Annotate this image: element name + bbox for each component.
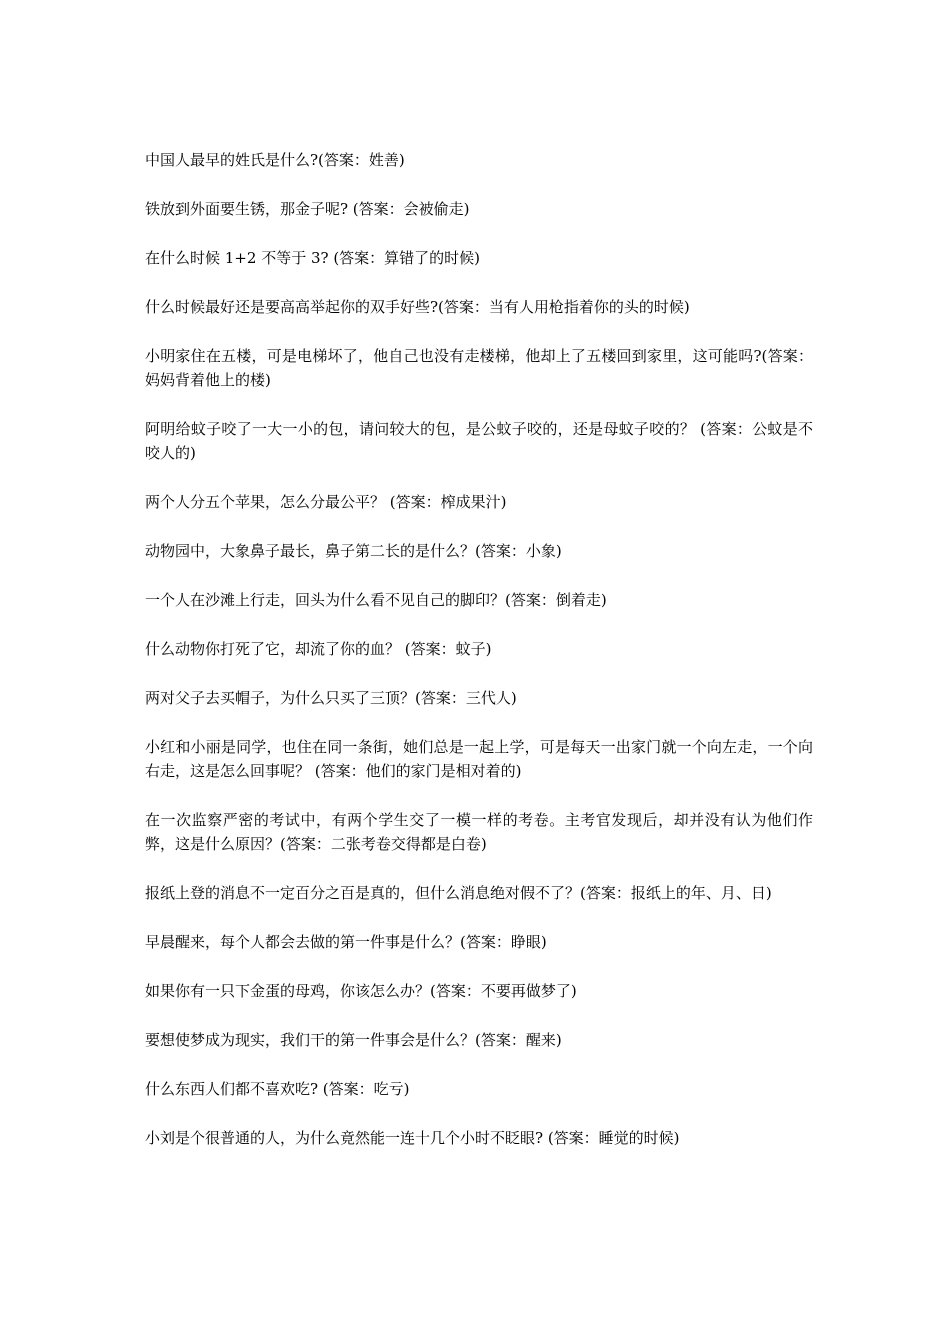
riddle-paragraph: 阿明给蚊子咬了一大一小的包，请问较大的包，是公蚊子咬的，还是母蚊子咬的？ (答案：公蚊是不咬人的) xyxy=(145,420,813,462)
riddle-paragraph: 小明家住在五楼，可是电梯坏了，他自己也没有走楼梯，他却上了五楼回到家里，这可能吗?(答案：妈妈背着他上的楼) xyxy=(145,347,813,389)
riddle-paragraph: 要想使梦成为现实，我们干的第一件事会是什么？(答案：醒来) xyxy=(145,1031,562,1049)
riddle-paragraph: 早晨醒来，每个人都会去做的第一件事是什么？(答案：睁眼) xyxy=(145,933,547,951)
riddle-paragraph: 什么时候最好还是要高高举起你的双手好些?(答案：当有人用枪指着你的头的时候) xyxy=(145,298,690,316)
riddle-paragraph: 一个人在沙滩上行走，回头为什么看不见自己的脚印？(答案：倒着走) xyxy=(145,591,607,609)
riddle-paragraph: 什么动物你打死了它，却流了你的血？ (答案：蚊子) xyxy=(145,640,492,658)
riddle-paragraph: 在一次监察严密的考试中，有两个学生交了一模一样的考卷。主考官发现后，却并没有认为他们作弊，这是什么原因？(答案：二张考卷交得都是白卷) xyxy=(145,811,813,853)
riddle-paragraph: 两对父子去买帽子，为什么只买了三顶？(答案：三代人) xyxy=(145,689,517,707)
riddle-paragraph: 什么东西人们都不喜欢吃? (答案：吃亏) xyxy=(145,1080,410,1098)
riddle-paragraph: 动物园中，大象鼻子最长，鼻子第二长的是什么？(答案：小象) xyxy=(145,542,562,560)
riddle-paragraph: 小红和小丽是同学，也住在同一条街，她们总是一起上学，可是每天一出家门就一个向左走，一个向右走，这是怎么回事呢？ (答案：他们的家门是相对着的) xyxy=(145,738,813,780)
riddle-paragraph: 两个人分五个苹果，怎么分最公平？ (答案：榨成果汁) xyxy=(145,493,507,511)
riddle-paragraph: 报纸上登的消息不一定百分之百是真的，但什么消息绝对假不了？(答案：报纸上的年、月、日) xyxy=(145,884,772,902)
riddle-paragraph: 中国人最早的姓氏是什么?(答案：姓善) xyxy=(145,151,405,169)
document-body xyxy=(145,148,813,1175)
riddle-paragraph: 铁放到外面要生锈，那金子呢? (答案：会被偷走) xyxy=(145,200,470,218)
riddle-paragraph: 如果你有一只下金蛋的母鸡，你该怎么办？(答案：不要再做梦了) xyxy=(145,982,577,1000)
riddle-paragraph: 在什么时候 1+2 不等于 3? (答案：算错了的时候) xyxy=(145,249,481,267)
riddle-paragraph: 小刘是个很普通的人，为什么竟然能一连十几个小时不眨眼? (答案：睡觉的时候) xyxy=(145,1129,680,1147)
